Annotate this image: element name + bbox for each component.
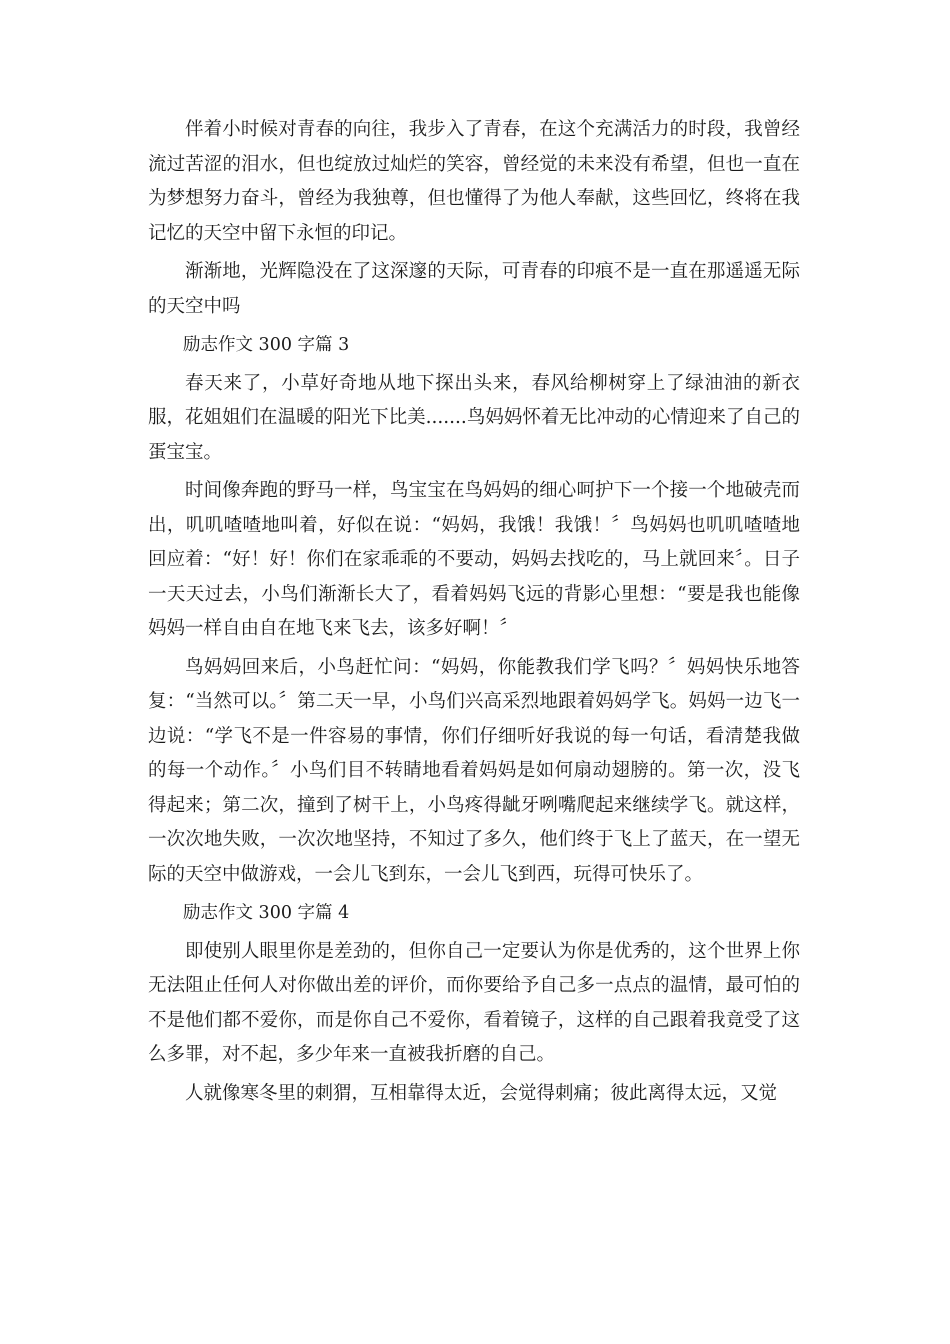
section-heading-3: 励志作文 300 字篇 3: [183, 335, 350, 355]
paragraph-hedgehog: 人就像寒冬里的刺猬，互相靠得太近，会觉得刺痛；彼此离得太远，又觉: [185, 1082, 778, 1104]
paragraph-learning-to-fly: 鸟妈妈回来后，小鸟赶忙问：“妈妈，你能教我们学飞吗？〞妈妈快乐地答复：“当然可以。〞第二天一早，小鸟们兴高采烈地跟着妈妈学飞。妈妈一边飞一边说：“学飞不是一件容易的事情，你们仔细听好我说的每一句话，看清楚我做的每一个动作。〞小鸟们目不转睛地看着妈妈是如何扇动翅膀的。第一次，没飞得起来；第二次，撞到了树干上，小鸟疼得龇牙咧嘴爬起来继续学飞。就这样，一次次地失败，一次次地坚持，不知过了多久，他们终于飞上了蓝天，在一望无际的天空中做游戏，一会儿飞到东，一会儿飞到西，玩得可快乐了。: [148, 656, 800, 885]
paragraph-self-worth: 即使别人眼里你是差劲的，但你自己一定要认为你是优秀的，这个世界上你无法阻止任何人对你做出差的评价，而你要给予自己多一点点的温情，最可怕的不是他们都不爱你，而是你自己不爱你，看着镜子，这样的自己跟着我竟受了这么多罪，对不起，多少年来一直被我折磨的自己。: [148, 940, 800, 1065]
paragraph-baby-birds: 时间像奔跑的野马一样，鸟宝宝在鸟妈妈的细心呵护下一个接一个地破壳而出，叽叽喳喳地叫着，好似在说：“妈妈，我饿！我饿！〞鸟妈妈也叽叽喳喳地回应着：“好！好！你们在家乖乖的不要动，妈妈去找吃的，马上就回来〞。日子一天天过去，小鸟们渐渐长大了，看着妈妈飞远的背影心里想：“要是我也能像妈妈一样自由自在地飞来飞去，该多好啊！〞: [148, 480, 800, 639]
document-body: [148, 113, 800, 1115]
section-heading-4: 励志作文 300 字篇 4: [183, 903, 350, 923]
paragraph-youth-trace: 渐渐地，光辉隐没在了这深邃的天际，可青春的印痕不是一直在那遥遥无际的天空中吗: [148, 261, 800, 317]
paragraph-youth-memories: 伴着小时候对青春的向往，我步入了青春，在这个充满活力的时段，我曾经流过苦涩的泪水，但也绽放过灿烂的笑容，曾经觉的未来没有希望，但也一直在为梦想努力奋斗，曾经为我独尊，但也懂得了为他人奉献，这些回忆，终将在我记忆的天空中留下永恒的印记。: [148, 119, 800, 244]
paragraph-spring: 春天来了，小草好奇地从地下探出头来，春风给柳树穿上了绿油油的新衣服，花姐姐们在温暖的阳光下比美.......鸟妈妈怀着无比冲动的心情迎来了自己的蛋宝宝。: [148, 372, 800, 463]
